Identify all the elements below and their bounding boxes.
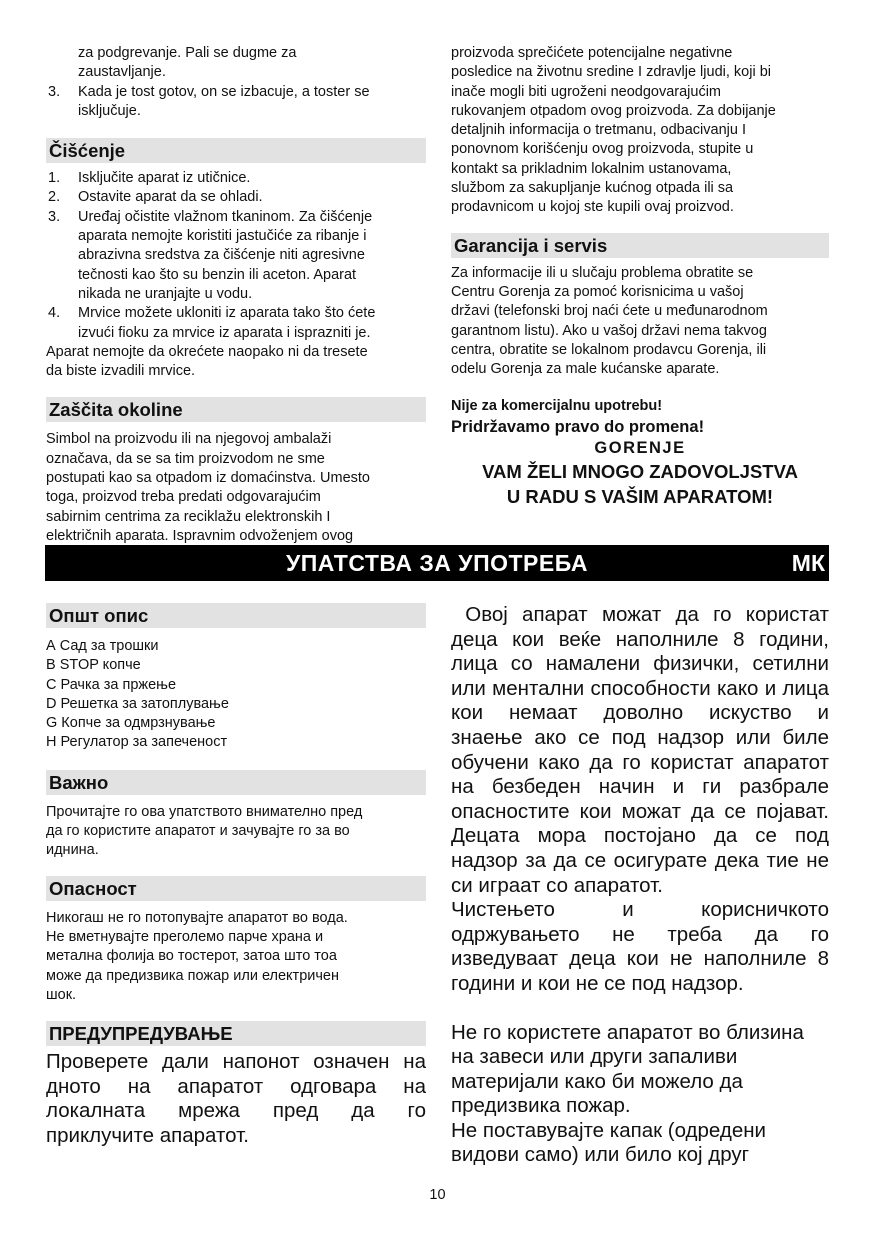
text-line: Прочитајте го ова упатството внимателно пред <box>46 803 363 820</box>
text-line: rukovanjem otpadom ovog proizvoda. Za dobijanje <box>451 102 776 119</box>
item-line: abrazivna sredstva za čišćenje niti agresivne <box>78 247 365 264</box>
body-line: на безбеден начин и ги разбрале <box>451 775 829 799</box>
item-number: 4. <box>48 305 61 322</box>
item-line: isključuje. <box>78 102 141 119</box>
text-line: centra, obratite se lokalnom prodavcu Gorenja, ili <box>451 341 767 358</box>
item-line: izvući fioku za mrvice iz aparata i isprazniti je. <box>78 324 371 341</box>
body-line: обучени како да го користат апаратот <box>451 750 829 774</box>
language-code: МК <box>791 550 825 576</box>
warning-line: Проверете дали напонот означен на <box>46 1050 426 1074</box>
text-line: sabirnim centrima za reciklažu elektronskih I <box>46 508 331 525</box>
item-line: aparata nemojte koristiti jastučiće za ribanje i <box>78 228 367 245</box>
body-line: Децата мора постојано да се под <box>451 824 829 848</box>
language-banner <box>45 545 829 581</box>
item-line: Uređaj očistite vlažnom tkaninom. Za čišćenje <box>78 208 373 225</box>
item-line: Mrvice možete ukloniti iz aparata tako što ćete <box>78 305 376 322</box>
parts-list-item: G Копче за одмрзнување <box>46 715 216 732</box>
body-line: лица со намалени физички, сетилни <box>451 652 829 676</box>
text-line: označava, da se sa tim proizvodom ne sme <box>46 450 325 467</box>
item-line: nikada ne uranjajte u vodu. <box>78 285 253 302</box>
parts-list-item: D Решетка за затоплување <box>46 695 229 712</box>
text-line: posledice na životnu sredine I zdravlje ljudi, koji bi <box>451 64 771 81</box>
body-line: видови само) или било кој друг <box>451 1143 750 1167</box>
body-line: Не поставувајте капак (одредени <box>451 1118 766 1142</box>
section-heading-garancija: Garancija i servis <box>451 233 829 258</box>
list-item <box>46 304 426 343</box>
item-line: Ostavite aparat da se ohladi. <box>78 189 263 206</box>
item-line: Kada je tost gotov, on se izbacuje, a toster se <box>78 83 370 100</box>
item-number: 1. <box>48 170 61 187</box>
right-bottom-column <box>451 603 829 1168</box>
text-line: kontakt sa prikladnim lokalnim ustanovama, <box>451 160 732 177</box>
text-line: inače mogli biti ugroženi neodgovarajućim <box>451 83 722 100</box>
text-line: ponovnom korišćenju ovog proizvoda, stupite u <box>451 141 754 158</box>
page-number: 10 <box>429 1187 446 1203</box>
not-commercial-note: Nije za komercijalnu upotrebu! <box>451 398 663 415</box>
text-line: Centru Gorenja za pomoć korisnicima u vašoj <box>451 283 744 300</box>
list-item <box>46 188 426 207</box>
intro-line: zaustavljanje. <box>78 64 166 81</box>
text-line: službom za sakupljanje kućnog otpada ili sa <box>451 180 734 197</box>
body-line: или ментални способности како и лица <box>451 676 829 700</box>
warning-line: приклучите апаратот. <box>46 1123 249 1147</box>
text-line: odelu Gorenja za male kućanske aparate. <box>451 361 720 378</box>
text-line: postupati kao sa otpadom iz domaćinstva. Umesto <box>46 470 370 487</box>
text-line: prodavnicom u kojoj ste kupili ovaj proizvod. <box>451 199 734 216</box>
note-line: Aparat nemojte da okrećete naopako ni da tresete <box>46 343 368 360</box>
intro-line: za podgrevanje. Pali se dugme za <box>78 45 297 61</box>
left-bottom-column <box>46 603 426 1149</box>
wish-line: VAM ŽELI MNOGO ZADOVOLJSTVA <box>482 460 798 482</box>
list-item <box>46 169 426 188</box>
body-line: Овој апарат можат да го користат <box>451 603 829 626</box>
body-line: Чистењето и корисничкото <box>451 898 829 922</box>
parts-list-item: B STOP копче <box>46 657 141 674</box>
section-heading-vazno: Важно <box>46 770 426 795</box>
note-line: da biste izvadili mrvice. <box>46 363 196 380</box>
body-line: надзор за да се осигурате дека тие не <box>451 848 829 872</box>
text-line: иднина. <box>46 842 99 859</box>
section-heading-opis: Општ опис <box>46 603 426 628</box>
body-line: материјали како би можело да <box>451 1069 743 1093</box>
item-number: 3. <box>48 208 61 225</box>
list-item <box>46 83 426 122</box>
body-line: години и кои не се под надзор. <box>451 971 744 995</box>
body-line: Не го користете апаратот во близина <box>451 1020 804 1044</box>
warning-line: локалната мрежа пред да го <box>46 1099 426 1123</box>
text-line: električnih aparata. Ispravnim odvoženjem ovog <box>46 527 354 544</box>
text-line: garantnom listu). Ako u vašoj državi nema takvog <box>451 322 767 339</box>
text-line: detaljnih informacija o tretmanu, odbacivanju I <box>451 122 746 139</box>
item-number: 2. <box>48 189 61 206</box>
wish-line: U RADU S VAŠIM APARATOM! <box>506 485 774 507</box>
text-line: може да предизвика пожар или електричен <box>46 967 339 984</box>
left-top-column <box>46 44 426 546</box>
rights-note: Pridržavamo pravo do promena! <box>451 417 705 436</box>
item-line: tečnosti kao što su benzin ili aceton. Aparat <box>78 266 357 283</box>
parts-list-item: H Регулатор за запеченост <box>46 734 228 751</box>
body-line: на завеси или други запаливи <box>451 1045 738 1069</box>
body-line: опасностите кои можат да се појават. <box>451 799 829 823</box>
text-line: метална фолија во тостерот, затоа што тоа <box>46 948 337 965</box>
body-line: деца кои веќе наполниле 8 години, <box>451 627 829 651</box>
item-number: 3. <box>48 83 61 100</box>
body-line: знаење ако се под надзор или биле <box>451 725 829 749</box>
parts-list-item: А Сад за трошки <box>46 638 159 654</box>
brand-name: GORENJE <box>594 438 686 457</box>
text-line: proizvoda sprečićete potencijalne negativne <box>451 45 733 61</box>
right-top-column <box>451 44 829 509</box>
text-line: Za informacije ili u slučaju problema obratite se <box>451 264 754 281</box>
text-line: toga, proizvod treba predati odgovarajućim <box>46 489 321 506</box>
section-heading-predupreduvanje: ПРЕДУПРЕДУВАЊЕ <box>46 1021 426 1046</box>
parts-list-item: C Рачка за пржење <box>46 676 177 693</box>
section-heading-ciscenje: Čišćenje <box>46 138 426 163</box>
text-line: да го користите апаратот и зачувајте го за во <box>46 823 350 840</box>
text-line: шок. <box>46 986 77 1003</box>
text-line: državi (telefonski broj naći ćete u međunarodnom <box>451 303 768 320</box>
body-line: одржувањето не треба да го <box>451 922 829 946</box>
list-item <box>46 208 426 304</box>
section-heading-opasnost: Опасност <box>46 876 426 901</box>
body-line: изведуваат деца кои не наполниле 8 <box>451 947 829 971</box>
text-line: Никогаш не го потопувајте апаратот во вода. <box>46 909 348 926</box>
banner-title: УПАТСТВА ЗА УПОТРЕБА <box>285 550 589 576</box>
text-line: Simbol na proizvodu ili na njegovoj ambalaži <box>46 431 332 448</box>
body-line: си играат со апаратот. <box>451 873 663 897</box>
body-line: кои немаат доволно искуство и <box>451 701 829 725</box>
text-line: Не вметнувајте преголемо парче храна и <box>46 928 324 945</box>
item-line: Isključite aparat iz utičnice. <box>78 170 251 187</box>
section-heading-zastita: Zaščita okoline <box>46 397 426 422</box>
warning-line: дното на апаратот одговара на <box>46 1074 426 1098</box>
body-line: предизвика пожар. <box>451 1094 631 1118</box>
